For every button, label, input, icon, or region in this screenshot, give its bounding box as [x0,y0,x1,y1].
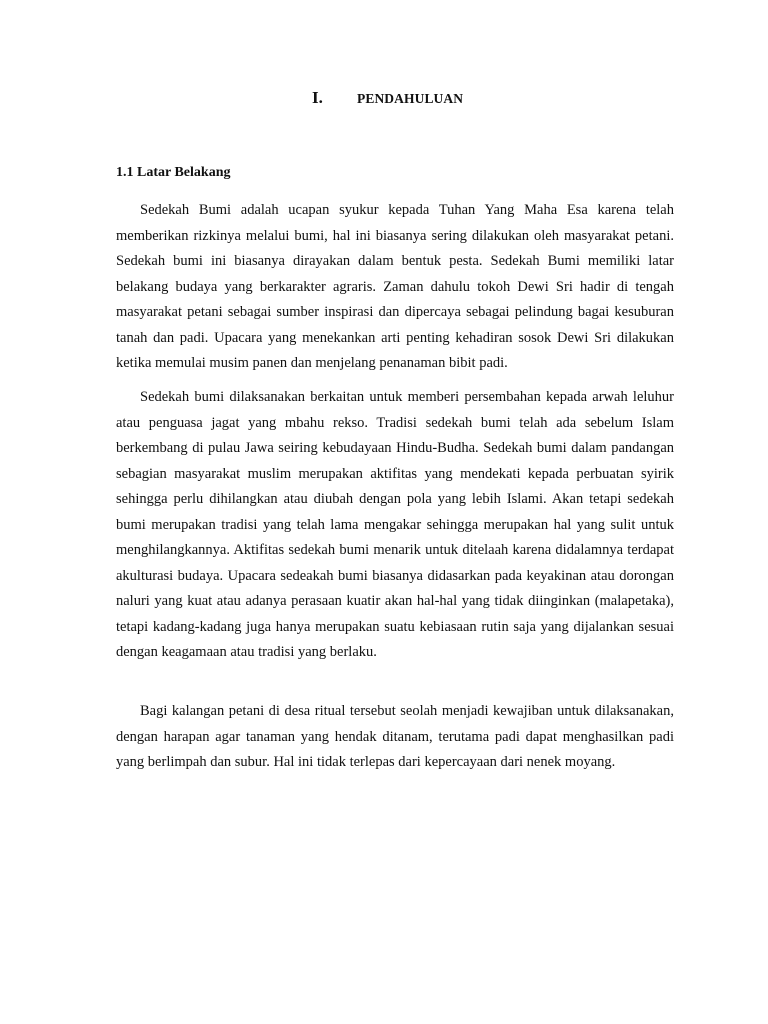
body-paragraph: Sedekah Bumi adalah ucapan syukur kepada Tuhan Yang Maha Esa karena telah memberikan rizkinya melalui bumi, hal ini biasanya sering dilakukan oleh masyarakat petani. Sedekah bumi ini biasanya dirayakan dalam bentuk pesta. Sedekah Bumi memiliki latar belakang budaya yang berkarakter agraris. Zaman dahulu tokoh Dewi Sri hadir di tengah masyarakat petani sebagai sumber inspirasi dan dipercaya sebagai pelindung bagai kesuburan tanah dan padi. Upacara yang menekankan arti penting kehadiran sosok Dewi Sri dilakukan ketika memulai musim panen dan menjelang penanaman bibit padi. [116,202,674,371]
section-heading: 1.1 Latar Belakang [116,165,231,180]
body-paragraph: Sedekah bumi dilaksanakan berkaitan untuk memberi persembahan kepada arwah leluhur atau penguasa jagat yang mbahu rekso. Tradisi sedekah bumi telah ada sebelum Islam berkembang di pulau Jawa seiring kebudayaan Hindu-Budha. Sedekah bumi dalam pandangan sebagian masyarakat muslim merupakan aktifitas yang mendekati kepada perbuatan syirik sehingga perlu dihilangkan atau diubah dengan pola yang lebih Islami. Akan tetapi sedekah bumi merupakan tradisi yang telah lama mengakar sehingga merupakan hal yang sulit untuk menghilangkannya. Aktifitas sedekah bumi menarik untuk ditelaah karena didalamnya terdapat akulturasi budaya. Upacara sedeakah bumi biasanya didasarkan pada keyakinan atau dorongan naluri yang kuat atau adanya perasaan kuatir akan hal-hal yang tidak diinginkan (malapetaka), tetapi kadang-kadang juga hanya merupakan suatu kebiasaan rutin saja yang dijalankan sesuai dengan keagamaan atau tradisi yang berlaku. [116,389,674,660]
body-paragraph: Bagi kalangan petani di desa ritual tersebut seolah menjadi kewajiban untuk dilaksanakan, dengan harapan agar tanaman yang hendak ditanam, terutama padi dapat menghasilkan padi yang berlimpah dan subur. Hal ini tidak terlepas dari kepercayaan dari nenek moyang. [116,703,674,770]
chapter-number: I. [312,88,323,107]
chapter-title: PENDAHULUAN [357,91,464,106]
chapter-heading [312,86,612,110]
